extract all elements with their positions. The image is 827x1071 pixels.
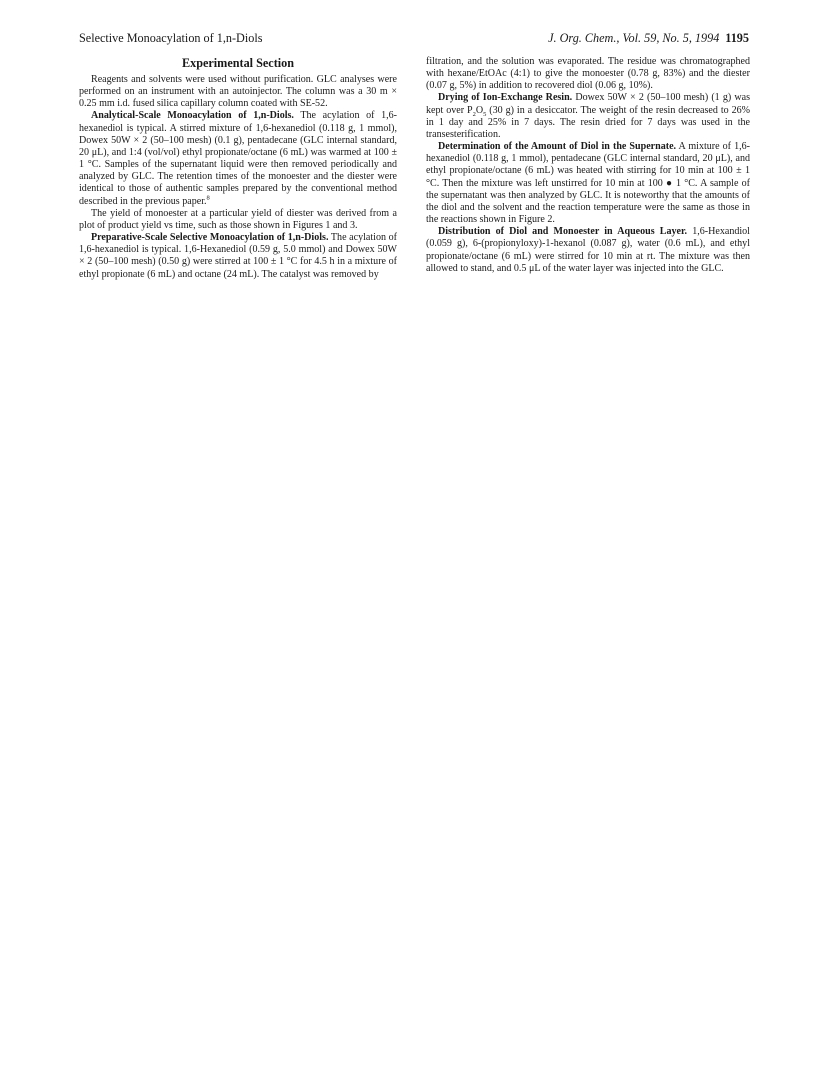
preparative-continuation: filtration, and the solution was evaporated. The residue was chromatographed with hexane/EtOAc (4:1) to give the monoester (0.78 g, 83%) and the diester (0.07 g, 5%) in addition to recovered diol (0.06 g, 10%). xyxy=(426,56,750,92)
determination-heading: Determination of the Amount of Diol in the Supernate. xyxy=(438,141,677,153)
drying-body-c: (30 g) in a desiccator. The weight of the resin decreased to 26% in 1 day and 25% in 7 days. The resin dried for 7 days was used in the transesterification. xyxy=(426,104,750,140)
analytical-paragraph xyxy=(79,110,397,207)
distribution-paragraph xyxy=(426,226,750,275)
right-column xyxy=(426,56,750,275)
analytical-heading: Analytical-Scale Monoacylation of 1,n-Diols. xyxy=(91,110,294,122)
drying-body-a: Dowex 50W × 2 (50–100 mesh) (1 g) was kept over P xyxy=(426,92,750,116)
journal-name: J. Org. Chem., Vol. 59, No. 5, 1994 xyxy=(548,31,720,45)
preparative-heading: Preparative-Scale Selective Monoacylation of 1,n-Diols. xyxy=(91,232,329,244)
intro-paragraph: Reagents and solvents were used without purification. GLC analyses were performed on an instrument with an autoinjector. The column was a 30 m × 0.25 mm i.d. fused silica capillary column coated with SE-52. xyxy=(79,74,397,110)
distribution-heading: Distribution of Diol and Monoester in Aqueous Layer. xyxy=(438,226,688,238)
section-title: Experimental Section xyxy=(181,56,295,70)
drying-heading: Drying of Ion-Exchange Resin. xyxy=(438,92,573,104)
drying-subscript-b: 5 xyxy=(483,110,487,118)
page-header xyxy=(79,30,749,46)
analytical-body: The acylation of 1,6-hexanediol is typical. A stirred mixture of 1,6-hexanediol (0.118 g, 1 mmol), Dowex 50W × 2 (50–100 mesh) (0.1 g), pentadecane (GLC internal standard, 20 μL), and 1:4 (vol/vol) ethyl propionate/octane (6 mL) was warmed at 100 ± 1 °C. Samples of the supernatant liquid were then removed periodically and analyzed by GLC. The retention times of the monoester and the diester were identical to those of authentic samples prepared by the conventional method described in the previous paper. xyxy=(79,110,397,207)
reference-marker: 8 xyxy=(206,194,210,202)
yield-paragraph: The yield of monoester at a particular yield of diester was derived from a plot of product yield vs time, such as those shown in Figures 1 and 3. xyxy=(79,207,397,231)
page-number: 1195 xyxy=(725,31,749,45)
determination-paragraph xyxy=(426,141,750,226)
drying-paragraph xyxy=(426,92,750,141)
preparative-body-left: The acylation of 1,6-hexanediol is typical. 1,6-Hexanediol (0.59 g, 5.0 mmol) and Dowex 50W × 2 (50–100 mesh) (0.50 g) were stirred at 100 ± 1 °C for 4.5 h in a mixture of ethyl propionate (6 mL) and octane (24 mL). The catalyst was removed by xyxy=(79,232,397,280)
journal-citation xyxy=(548,30,749,46)
determination-body: A mixture of 1,6-hexanediol (0.118 g, 1 mmol), pentadecane (GLC internal standard, 20 μL), and ethyl propionate/octane (6 mL) was heated with stirring for 10 min at 100 ± 1 °C. Then the mixture was left unstirred for 10 min at 100 ● 1 °C. A sample of the supernatant was then analyzed by GLC. It is noteworthy that the amounts of the diol and the solvent and the reaction temperature were the same as those in the reactions shown in Figure 2. xyxy=(426,141,750,226)
running-title: Selective Monoacylation of 1,n-Diols xyxy=(79,31,263,45)
left-column xyxy=(79,56,397,281)
preparative-paragraph xyxy=(79,232,397,281)
distribution-body: 1,6-Hexandiol (0.059 g), 6-(propionyloxy)-1-hexanol (0.087 g), water (0.6 mL), and ethyl propionate/octane (6 mL) were stirred for 10 min at rt. The mixture was then allowed to stand, and 0.5 μL of the water layer was injected into the GLC. xyxy=(426,226,750,274)
drying-subscript-a: 2 xyxy=(472,110,476,118)
drying-body-b: O xyxy=(475,104,484,116)
